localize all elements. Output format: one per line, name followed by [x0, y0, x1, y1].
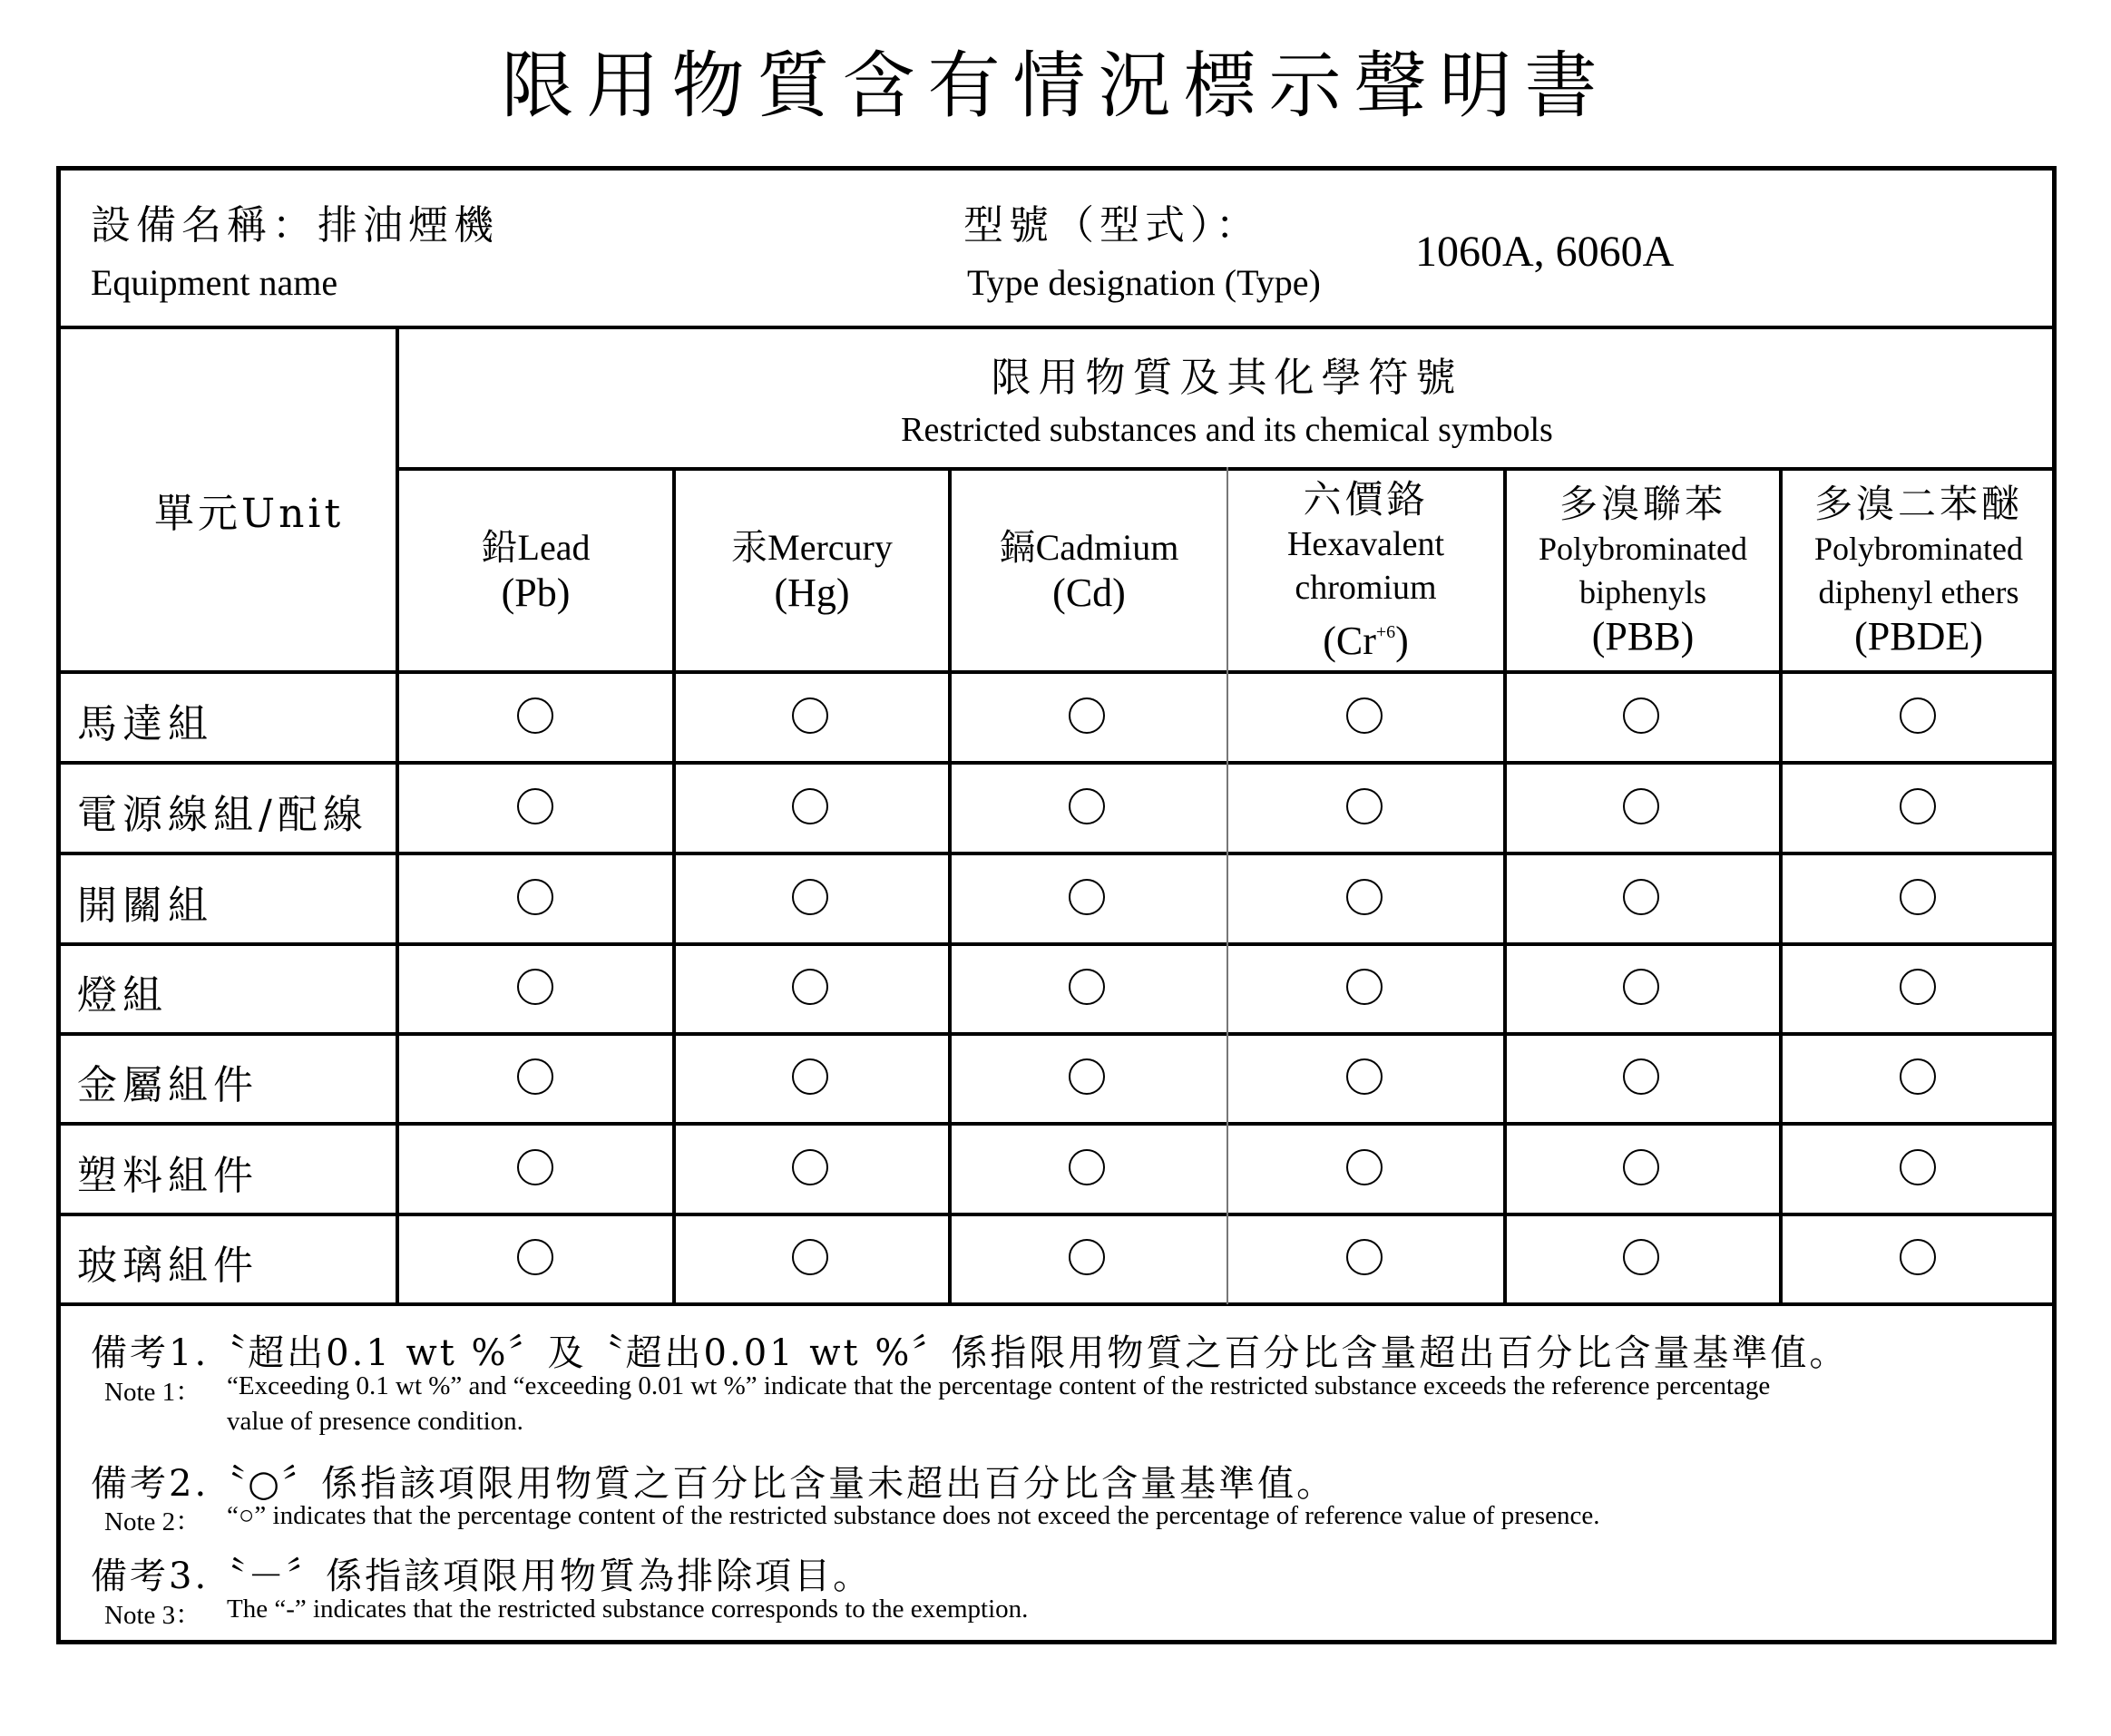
cell-circle-marker — [1346, 1239, 1383, 1275]
note-3-zh: 備考3.〝－〞係指該項限用物質為排除項目。 — [91, 1556, 873, 1597]
cell-circle-marker — [1623, 1149, 1659, 1185]
column-header-pbde — [1783, 471, 2055, 670]
cell-circle-marker — [1069, 969, 1105, 1005]
note-1-en-line2: value of presence condition. — [227, 1407, 523, 1436]
note-1-en-line1: “Exceeding 0.1 wt %” and “exceeding 0.01 wt %” indicate that the percentage content of the restricted substance exceeds the reference percentage — [227, 1371, 1771, 1400]
note-1-label: Note 1： — [104, 1378, 202, 1407]
note-2-label: Note 2： — [104, 1507, 202, 1536]
divider-notes — [56, 1302, 2057, 1306]
cell-circle-marker — [517, 788, 553, 824]
cell-circle-marker — [792, 697, 828, 734]
cell-circle-marker — [792, 879, 828, 915]
cell-circle-marker — [1623, 879, 1659, 915]
cell-circle-marker — [517, 1058, 553, 1095]
cell-circle-marker — [1900, 1149, 1936, 1185]
type-designation-value: 1060A, 6060A — [1415, 228, 1675, 276]
cell-circle-marker — [1346, 1149, 1383, 1185]
column-header-lead-symbol: (Pb) — [501, 571, 571, 615]
note-2-zh: 備考2.〝○〞係指該項限用物質之百分比含量未超出百分比含量基準值。 — [91, 1463, 1336, 1505]
cell-circle-marker — [1069, 697, 1105, 734]
cell-circle-marker — [1069, 788, 1105, 824]
row-label-power-cord: 電源線組/配線 — [77, 792, 368, 838]
cell-circle-marker — [792, 1239, 828, 1275]
column-header-pbb-zh: 多溴聯苯 — [1559, 482, 1726, 526]
document-title: 限用物質含有情況標示聲明書 — [501, 44, 1610, 128]
cell-circle-marker — [1346, 879, 1383, 915]
row-label-switch: 開關組 — [77, 883, 213, 929]
cell-circle-marker — [1623, 697, 1659, 734]
column-header-cadmium — [952, 471, 1227, 670]
cell-circle-marker — [1623, 969, 1659, 1005]
substances-header-en: Restricted substances and its chemical symbols — [901, 411, 1553, 449]
column-header-chromium-en: Hexavalent chromium — [1286, 525, 1445, 607]
cell-circle-marker — [1900, 697, 1936, 734]
column-header-mercury-symbol: (Hg) — [774, 571, 850, 615]
cell-circle-marker — [1346, 1058, 1383, 1095]
equipment-name-en: Equipment name — [91, 262, 338, 303]
divider-row-5 — [56, 1122, 2057, 1126]
equipment-name-zh: 設備名稱：排油煙機 — [91, 202, 499, 249]
column-header-pbb-en: Polybrominated biphenyls — [1539, 531, 1747, 610]
column-header-mercury-name: 汞Mercury — [731, 527, 893, 568]
column-header-lead-name: 鉛Lead — [481, 527, 591, 568]
substances-header-zh: 限用物質及其化學符號 — [991, 355, 1463, 401]
note-2-en: “○” indicates that the percentage content of the restricted substance does not exceed the percentage of reference value of presence. — [227, 1501, 1600, 1530]
divider-row-6 — [56, 1213, 2057, 1216]
column-header-cadmium-name: 鎘Cadmium — [999, 527, 1179, 568]
note-3-label: Note 3： — [104, 1601, 202, 1630]
cell-circle-marker — [517, 697, 553, 734]
row-label-metal: 金屬組件 — [77, 1062, 259, 1108]
divider-row-4 — [56, 1032, 2057, 1036]
row-label-plastic: 塑料組件 — [77, 1153, 259, 1199]
note-1-zh: 備考1.〝超出0.1 wt %〞及〝超出0.01 wt %〞係指限用物質之百分比含量超出百分比含量基準值。 — [91, 1332, 1849, 1374]
cell-circle-marker — [1900, 1058, 1936, 1095]
column-header-pbde-symbol: (PBDE) — [1854, 614, 1983, 658]
cell-circle-marker — [1069, 1058, 1105, 1095]
column-header-pbde-en: Polybrominated diphenyl ethers — [1814, 531, 2023, 610]
column-header-chromium-zh: 六價鉻 — [1303, 477, 1429, 522]
unit-header: 單元Unit — [154, 491, 345, 537]
divider-row-3 — [56, 942, 2057, 946]
divider-row-2 — [56, 852, 2057, 855]
column-header-chromium — [1228, 471, 1503, 670]
cell-circle-marker — [1069, 1149, 1105, 1185]
cell-circle-marker — [1623, 788, 1659, 824]
row-label-glass: 玻璃組件 — [77, 1243, 259, 1289]
row-label-lamp: 燈組 — [77, 972, 168, 1019]
cell-circle-marker — [792, 969, 828, 1005]
cell-circle-marker — [1069, 879, 1105, 915]
type-designation-zh: 型號（型式）： — [963, 202, 1261, 249]
cell-circle-marker — [1900, 879, 1936, 915]
cell-circle-marker — [1900, 788, 1936, 824]
note-3-en: The “-” indicates that the restricted substance corresponds to the exemption. — [227, 1595, 1029, 1624]
divider-header — [56, 670, 2057, 674]
column-header-pbb — [1507, 471, 1779, 670]
cell-circle-marker — [517, 1239, 553, 1275]
cell-circle-marker — [1623, 1058, 1659, 1095]
cell-circle-marker — [1346, 697, 1383, 734]
cell-circle-marker — [792, 1149, 828, 1185]
cell-circle-marker — [792, 1058, 828, 1095]
cell-circle-marker — [1900, 1239, 1936, 1275]
cell-circle-marker — [792, 788, 828, 824]
column-header-cadmium-symbol: (Cd) — [1052, 571, 1126, 615]
divider-row-1 — [56, 761, 2057, 765]
type-designation-en: Type designation (Type) — [967, 262, 1321, 303]
row-label-motor: 馬達組 — [77, 701, 213, 747]
cell-circle-marker — [1346, 788, 1383, 824]
cell-circle-marker — [1623, 1239, 1659, 1275]
cell-circle-marker — [517, 1149, 553, 1185]
column-header-pbb-symbol: (PBB) — [1591, 614, 1695, 658]
column-header-lead — [399, 471, 672, 670]
cell-circle-marker — [517, 879, 553, 915]
column-header-pbde-zh: 多溴二苯醚 — [1813, 482, 2023, 526]
divider-info — [56, 326, 2057, 329]
column-header-mercury — [676, 471, 948, 670]
cell-circle-marker — [1900, 969, 1936, 1005]
cell-circle-marker — [517, 969, 553, 1005]
column-header-chromium-symbol: $(Cr^{+6})$ — [1323, 619, 1409, 663]
cell-circle-marker — [1069, 1239, 1105, 1275]
cell-circle-marker — [1346, 969, 1383, 1005]
